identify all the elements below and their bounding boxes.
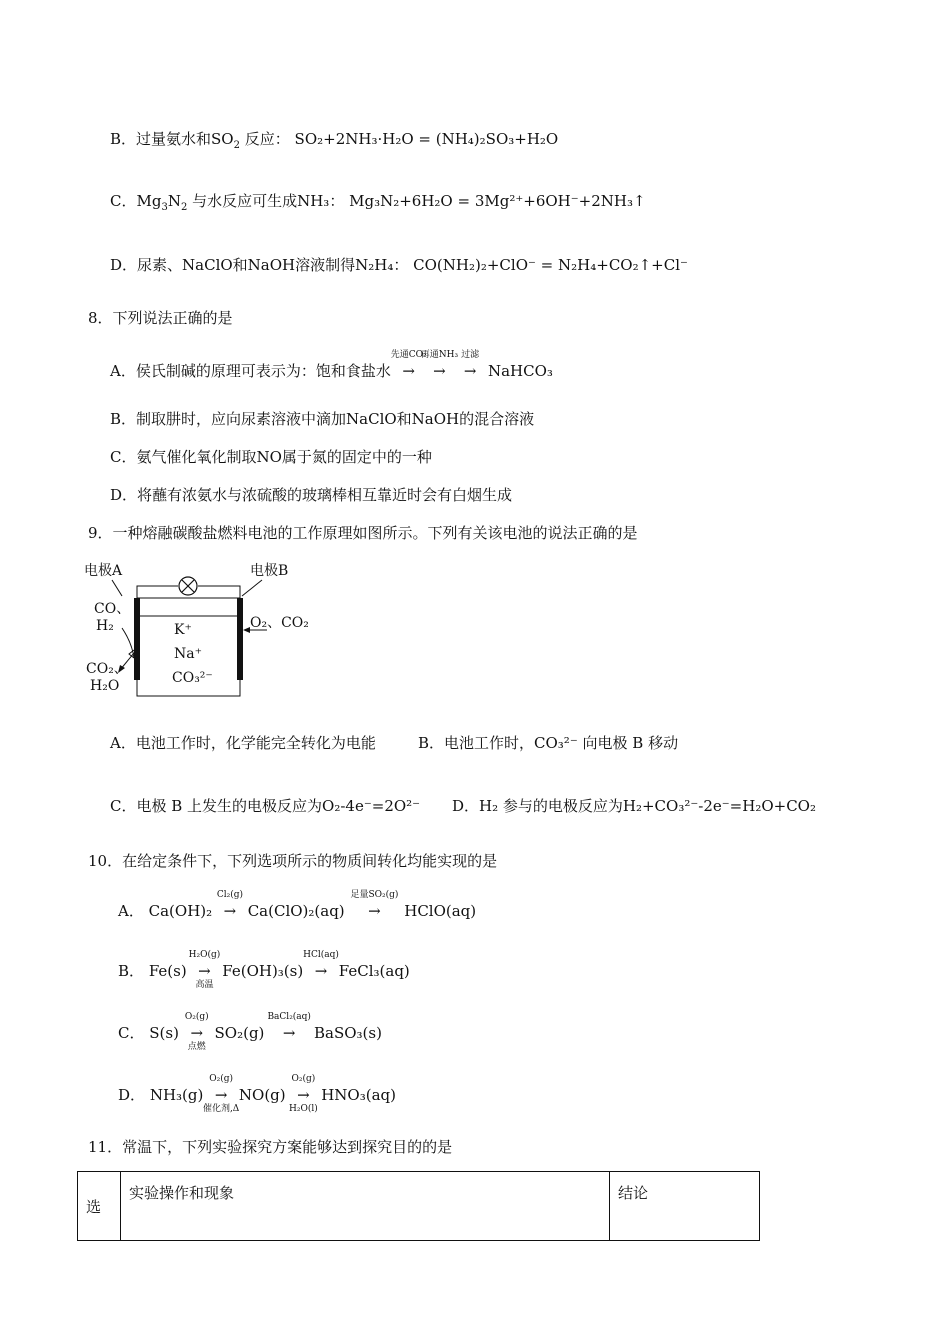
wire-right [198,586,240,598]
experiment-table [77,1171,760,1241]
q7-option-c: C．$Mg_3N_2$ 与水反应可生成NH₃： Mg₃N₂+6H₂O = 3Mg²⁺+6OH⁻+2NH₃↑ [110,192,646,213]
q9-option-d: D．H₂ 参与的电极反应为H₂+CO₃²⁻-2e⁻=H₂O+CO₂ [452,797,816,815]
electrode-a [134,598,140,680]
q10-option-b: B． Fe(s) H₂O(g) → 高温 Fe(OH)₃(s) HCl(aq) → FeCl₃(aq) [118,950,410,990]
q10-a-arrow-1: Cl₂(g) → [216,890,243,920]
q8-option-c: C．氨气催化氧化制取NO属于氮的固定中的一种 [110,448,432,466]
electrode-a-label: 电极A [84,563,123,579]
q8-arrow-3: 过滤 → [461,350,480,380]
q8-stem: 8．下列说法正确的是 [88,309,233,327]
q10-a-arrow-2: 足量SO₂(g) → [350,890,399,920]
q9-option-c: C．电极 B 上发生的电极反应为O₂-4e⁻=2O²⁻ [110,797,421,815]
ion-na: Na⁺ [174,646,202,662]
q8-option-b: B．制取肼时，应向尿素溶液中滴加NaClO和NaOH的混合溶液 [110,410,535,428]
q10-c-arrow-1: O₂(g) → 点燃 [184,1012,209,1052]
q10-b-arrow-1: H₂O(g) → 高温 [188,950,221,990]
q8-option-d: D．将蘸有浓氨水与浓硫酸的玻璃棒相互靠近时会有白烟生成 [110,486,513,504]
q11-stem: 11．常温下，下列实验探究方案能够达到探究目的的是 [88,1138,453,1156]
q8-option-a: A．侯氏制碱的原理可表示为：饱和食盐水 先通CO₂ → 再通NH₃ → 过滤 → NaHCO₃ [110,350,553,380]
left-output-label-2: H₂O [90,678,120,694]
electrode-b [237,598,243,680]
left-input-label: CO、 [94,601,131,617]
q7-option-d: D．尿素、NaClO和NaOH溶液制得N₂H₄： CO(NH₂)₂+ClO⁻ = N₂H₄+CO₂↑+Cl⁻ [110,256,688,274]
ion-co3: CO₃²⁻ [172,670,213,686]
q7-d-equation: CO(NH₂)₂+ClO⁻ = N₂H₄+CO₂↑+Cl⁻ [413,256,688,274]
electrode-b-label: 电极B [250,563,289,579]
q10-d-arrow-2: O₂(g) → H₂O(l) [289,1074,318,1114]
q8-arrow-1: 先通CO₂ → [390,350,427,380]
table-header-row [78,1172,760,1241]
q9-option-a: A．电池工作时，化学能完全转化为电能 [110,734,376,752]
header-conclusion: 结论 [610,1172,760,1241]
header-option: 选 [78,1172,121,1241]
q10-option-d: D． NH₃(g) O₂(g) → 催化剂,Δ NO(g) O₂(g) → H₂O(l) HNO₃(aq) [118,1074,396,1114]
electrode-b-leader [242,580,262,596]
inlet-arrow-left [122,628,134,658]
q10-option-c: C． S(s) O₂(g) → 点燃 SO₂(g) BaCl₂(aq) → BaSO₃(s) [118,1012,382,1052]
q9-option-b: B．电池工作时，CO₃²⁻ 向电极 B 移动 [418,734,679,752]
wire-left [137,586,178,598]
fuel-cell-diagram [82,558,332,708]
q10-d-arrow-1: O₂(g) → 催化剂,Δ [202,1074,240,1114]
q10-stem: 10．在给定条件下，下列选项所示的物质间转化均能实现的是 [88,852,498,870]
q8-arrow-2: 再通NH₃ → [420,350,459,380]
q10-option-a: A． Ca(OH)₂ Cl₂(g) → Ca(ClO)₂(aq) 足量SO₂(g) → HClO(aq) [118,890,477,920]
ion-k: K⁺ [174,622,192,638]
right-input-label: O₂、CO₂ [250,615,309,631]
left-output-label: CO₂、 [86,661,128,677]
left-input-label-2: H₂ [96,618,114,634]
q7-b-equation: SO₂+2NH₃·H₂O = (NH₄)₂SO₃+H₂O [294,130,559,148]
q7-c-equation: Mg₃N₂+6H₂O = 3Mg²⁺+6OH⁻+2NH₃↑ [349,192,646,210]
q9-stem: 9．一种熔融碳酸盐燃料电池的工作原理如图所示。下列有关该电池的说法正确的是 [88,524,638,542]
q10-c-arrow-2: BaCl₂(aq) → [267,1012,311,1042]
q7-option-b: B．过量氨水和$SO_2$ 反应： SO₂+2NH₃·H₂O = (NH₄)₂SO₃+H₂O [110,130,559,151]
header-operation: 实验操作和现象 [121,1172,610,1241]
q10-b-arrow-2: HCl(aq) → [303,950,339,980]
electrode-a-leader [112,580,122,596]
